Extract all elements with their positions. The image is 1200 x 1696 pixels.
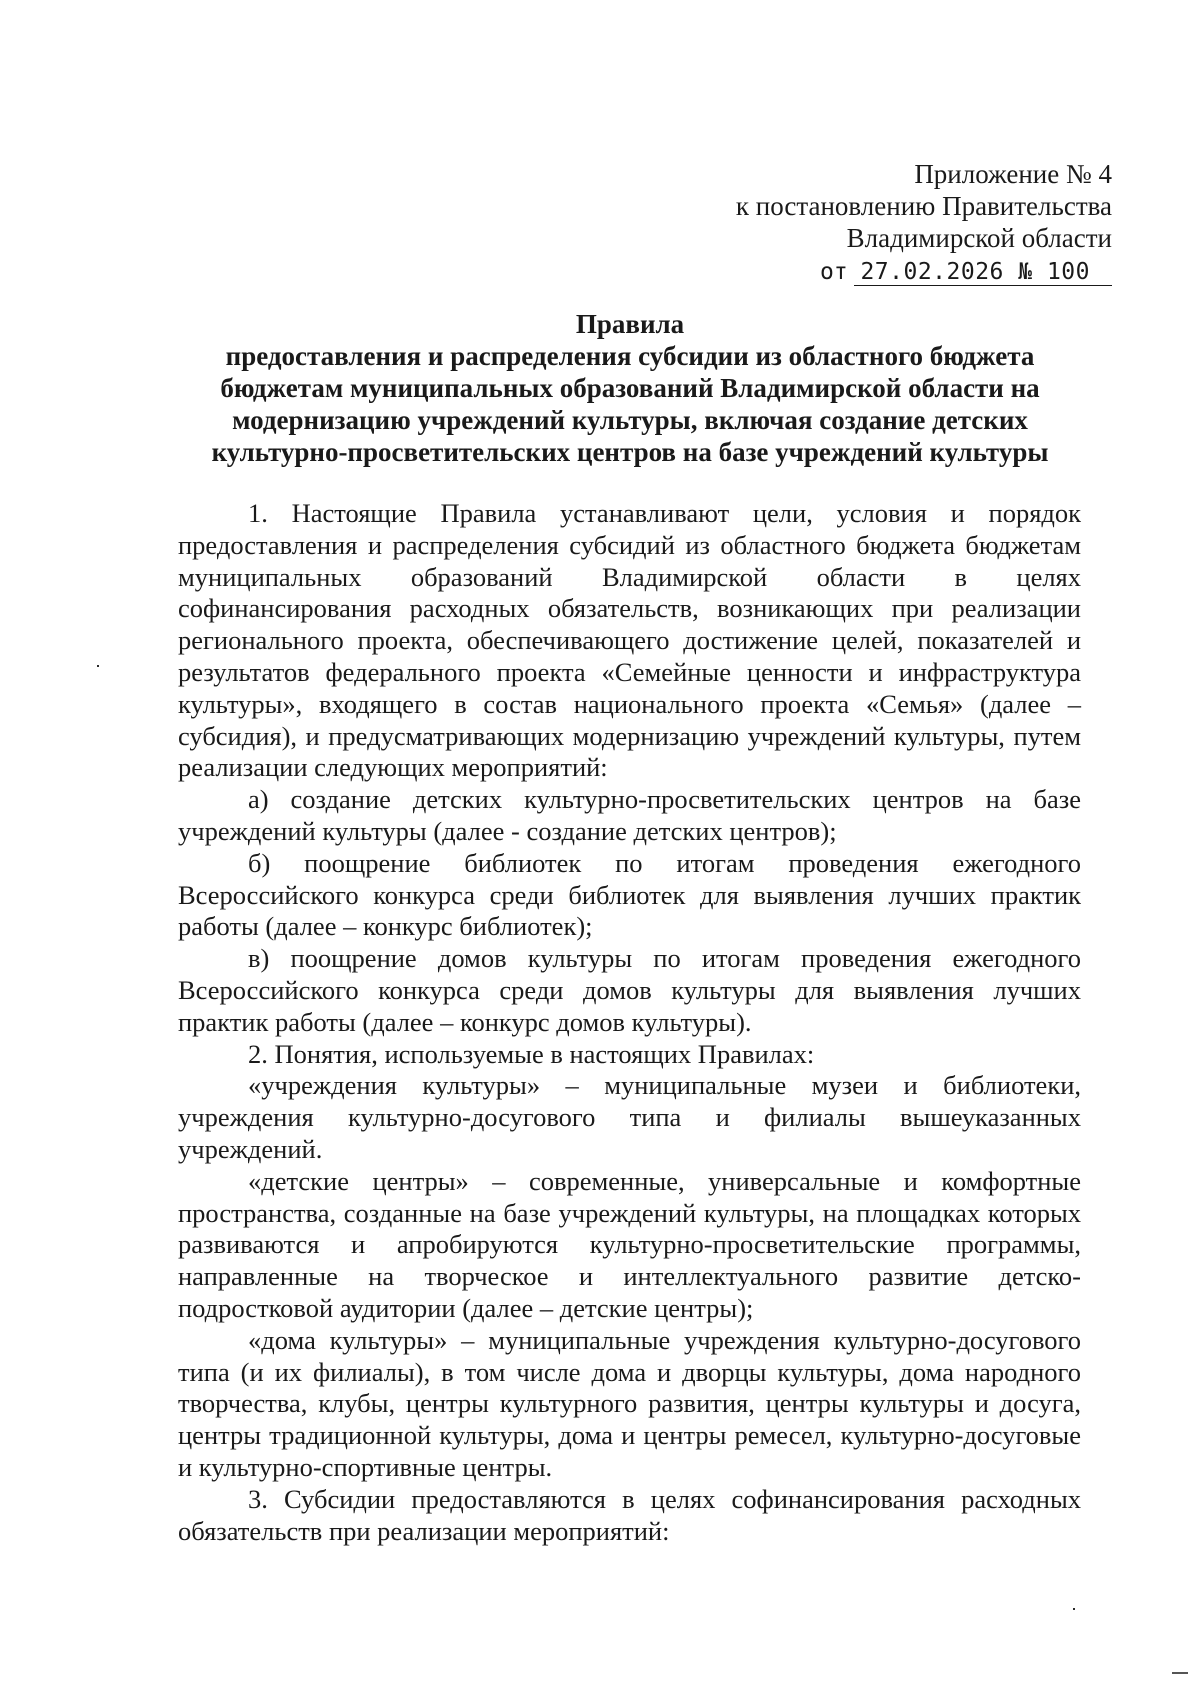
scan-speck — [1073, 1608, 1075, 1610]
definition-culture-institutions: «учреждения культуры» – муниципальные музеи и библиотеки, учреждения культурно-досугового типа и филиалы вышеуказанных учреждений. — [178, 1070, 1081, 1164]
scan-edge-mark — [1172, 1672, 1188, 1674]
annex-date-line — [736, 254, 1112, 288]
scan-speck — [97, 665, 99, 667]
paragraph-1b: б) поощрение библиотек по итогам проведения ежегодного Всероссийского конкурса среди библиотек для выявления лучших практик работы (далее – конкурс библиотек); — [178, 847, 1081, 942]
title-subtitle-line-4: культурно-просветительских центров на базе учреждений культуры — [211, 437, 1049, 467]
document-title — [175, 308, 1085, 468]
definition-houses-of-culture: «дома культуры» – муниципальные учреждения культурно-досугового типа (и их филиалы), в том числе дома и дворцы культуры, дома народного творчества, клубы, центры культурного развития, центры культуры и досуга, центры традиционной культуры, дома и центры ремесел, культурно-досуговые и культурно-спортивные центры. — [178, 1324, 1081, 1482]
paragraph-3: 3. Субсидии предоставляются в целях софинансирования расходных обязательств при реализации мероприятий: — [178, 1483, 1081, 1546]
title-subtitle-line-2: бюджетам муниципальных образований Владимирской области на — [220, 373, 1040, 403]
paragraph-2: 2. Понятия, используемые в настоящих Правилах: — [248, 1038, 815, 1069]
annex-decree: к постановлению Правительства — [735, 191, 1112, 221]
paragraph-1: 1. Настоящие Правила устанавливают цели, условия и порядок предоставления и распределения субсидий из областного бюджета бюджетам муниципальных образований Владимирской области в целях софинансирования расходных обязательств, возникающих при реализации регионального проекта, обеспечивающего достижение целей, показателей и результатов федерального проекта «Семейные ценности и инфраструктура культуры», входящего в состав национального проекта «Семья» (далее – субсидия), и предусматривающих модернизацию учреждений культуры, путем реализации следующих мероприятий: — [178, 498, 1081, 783]
annex-number: Приложение № 4 — [914, 159, 1112, 189]
title-heading: Правила — [575, 309, 685, 339]
annex-header — [736, 158, 1112, 288]
paragraph-1a: а) создание детских культурно-просветительских центров на базе учреждений культуры (далее - создание детских центров); — [178, 784, 1081, 846]
title-subtitle-line-1: предоставления и распределения субсидии из областного бюджета — [225, 341, 1035, 371]
annex-region: Владимирской области — [846, 223, 1112, 253]
annex-date-prefix: от — [819, 259, 848, 285]
document-body — [178, 498, 1081, 1547]
paragraph-1c: в) поощрение домов культуры по итогам проведения ежегодного Всероссийского конкурса среди домов культуры для выявления лучших практик работы (далее – конкурс домов культуры). — [178, 943, 1081, 1037]
annex-date-number: 27.02.2026 № 100 — [854, 259, 1112, 286]
definition-children-centers: «детские центры» – современные, универсальные и комфортные пространства, созданные на базе учреждений культуры, на площадках которых развиваются и апробируются культурно-просветительские программы, направленные на творческое и интеллектуального развитие детско-подростковой аудитории (далее – детские центры); — [178, 1165, 1081, 1323]
title-subtitle-line-3: модернизацию учреждений культуры, включая создание детских — [232, 405, 1028, 435]
